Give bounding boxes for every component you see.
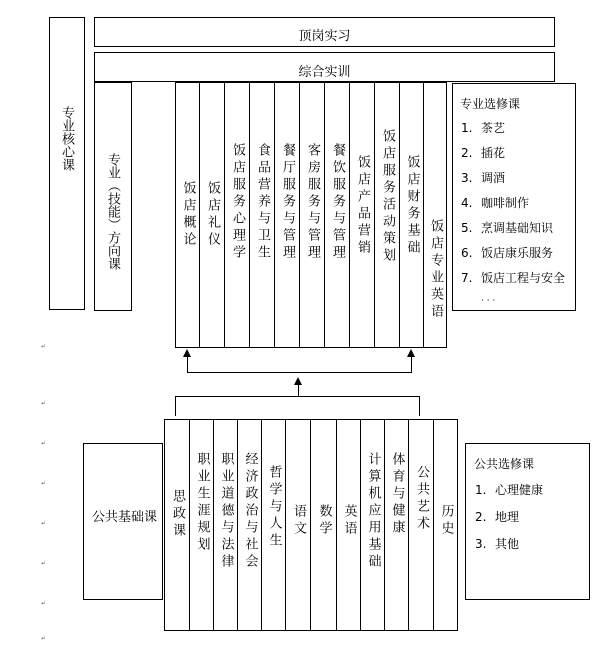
course-name: 餐饮服务与管理 (330, 143, 345, 262)
arrow-up-icon (407, 349, 415, 357)
internship-box (94, 17, 555, 47)
paragraph-mark: ↵ (41, 560, 47, 567)
public-electives-box (465, 443, 590, 600)
course-name: 计算机应用基础 (365, 452, 381, 571)
course-column (286, 420, 311, 630)
list-item: 6. 饭店康乐服务 (461, 246, 554, 260)
list-item: 3. 调酒 (461, 171, 506, 185)
internship-label: 顶岗实习 (298, 29, 351, 44)
course-column (424, 83, 446, 347)
course-column (300, 83, 325, 347)
course-name: 饭店专业英语 (428, 219, 443, 321)
course-column (337, 420, 361, 630)
course-column (250, 83, 275, 347)
professional-electives-list (461, 116, 565, 291)
course-name: 饭店服务活动策划 (380, 129, 395, 265)
public-electives-title: 公共选修课 (474, 457, 535, 471)
course-column (200, 83, 225, 347)
course-column (385, 420, 409, 630)
course-column (190, 420, 214, 630)
course-name: 客房服务与管理 (305, 143, 320, 262)
course-column (262, 420, 286, 630)
paragraph-mark: ↵ (41, 600, 47, 607)
course-column (409, 420, 434, 630)
comprehensive-training-label: 综合实训 (298, 65, 351, 80)
course-column (350, 83, 375, 347)
arrow-up-icon (183, 349, 191, 357)
public-basic-label: 公共基础课 (92, 510, 158, 525)
list-item: 7. 饭店工程与安全 (461, 271, 566, 285)
course-column (361, 420, 385, 630)
course-column (275, 83, 300, 347)
course-column (325, 83, 350, 347)
list-item: 1. 茶艺 (461, 121, 506, 135)
course-name: 饭店概论 (180, 181, 196, 249)
list-item: 3. 其他 (475, 537, 520, 551)
paragraph-mark: ↵ (41, 520, 47, 527)
list-item: 2. 地理 (475, 510, 520, 524)
course-name: 公共艺术 (414, 465, 429, 533)
paragraph-mark: ↵ (41, 343, 47, 350)
paragraph-mark: ↵ (41, 635, 47, 642)
course-name: 职业生涯规划 (194, 452, 210, 554)
course-name: 饭店产品营销 (355, 155, 370, 257)
upper-connector-right (411, 357, 412, 373)
course-name: 食品营养与卫生 (255, 143, 270, 262)
professional-electives-title: 专业选修课 (460, 97, 521, 111)
professional-direction-box (94, 82, 132, 311)
course-column (311, 420, 337, 630)
public-courses-box (164, 419, 458, 631)
upper-connector-line (187, 372, 411, 373)
list-item: 4. 咖啡制作 (461, 196, 530, 210)
lower-connector-line (175, 396, 419, 397)
professional-core-box (49, 17, 85, 310)
paragraph-mark: ↵ (41, 440, 47, 447)
professional-direction-label: 专业（技能）方向课 (105, 153, 120, 270)
comprehensive-training-box (94, 52, 555, 82)
list-item: 5. 烹调基础知识 (461, 221, 554, 235)
professional-electives-box (452, 83, 576, 311)
course-column (214, 420, 238, 630)
upper-connector-left (187, 357, 188, 373)
course-name: 经济政治与社会 (242, 452, 258, 571)
course-name: 历史 (438, 504, 454, 538)
paragraph-mark: ↵ (41, 400, 47, 407)
lower-connector-left (175, 396, 176, 416)
course-name: 语文 (291, 504, 306, 538)
list-item: 2. 插花 (461, 146, 506, 160)
course-name: 饭店财务基础 (404, 155, 420, 257)
course-name: 数学 (316, 504, 332, 538)
course-name: 英语 (341, 504, 357, 538)
course-name: 哲学与人生 (266, 465, 282, 550)
course-name: 思政课 (170, 489, 185, 540)
course-column (225, 83, 250, 347)
course-name: 体育与健康 (389, 452, 405, 537)
paragraph-mark: ↵ (41, 480, 47, 487)
public-basic-box (83, 443, 163, 600)
public-electives-list (475, 477, 543, 558)
course-column (165, 420, 190, 630)
course-column (176, 83, 200, 347)
course-name: 饭店礼仪 (205, 181, 220, 249)
course-column (434, 420, 457, 630)
professional-courses-box (175, 82, 447, 348)
course-column (375, 83, 400, 347)
course-name: 饭店服务心理学 (230, 143, 245, 262)
course-name: 职业道德与法律 (218, 452, 234, 571)
course-column (238, 420, 262, 630)
lower-connector-right (419, 396, 420, 416)
electives-more: · · · (481, 296, 496, 306)
course-name: 餐厅服务与管理 (280, 143, 295, 262)
arrow-up-icon (294, 377, 302, 385)
list-item: 1. 心理健康 (475, 483, 544, 497)
course-column (400, 83, 424, 347)
professional-core-label: 专业核心课 (59, 106, 74, 171)
lower-connector-center (298, 384, 299, 397)
